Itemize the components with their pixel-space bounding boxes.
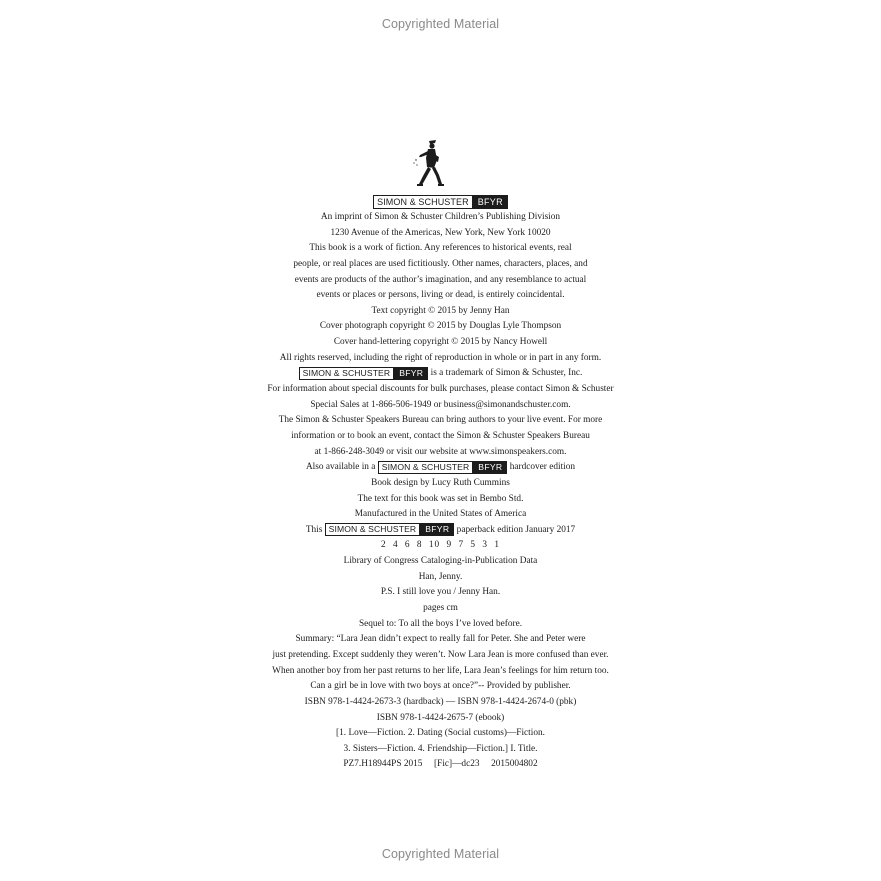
copyright-text-block xyxy=(0,210,881,773)
brand-simon-schuster: SIMON & SCHUSTER xyxy=(373,195,473,209)
cover-photo-copyright-line: Cover photograph copyright © 2015 by Douglas Lyle Thompson xyxy=(319,321,562,332)
rights-reserved-line: All rights reserved, including the right of reproduction in whole or in part in any form. xyxy=(279,352,602,363)
fiction-notice-line: events or places or persons, living or dead, is entirely coincidental. xyxy=(316,290,565,301)
address-line: 1230 Avenue of the Americas, New York, New York 10020 xyxy=(330,227,551,238)
cip-heading-line: Library of Congress Cataloging-in-Publication Data xyxy=(343,556,538,567)
cip-title-line: P.S. I still love you / Jenny Han. xyxy=(380,587,501,598)
manufactured-line: Manufactured in the United States of America xyxy=(354,509,527,520)
fiction-notice-line: people, or real places are used fictitiously. Other names, characters, places, and xyxy=(293,258,588,269)
classification-line: PZ7.H18944PS 2015 [Fic]—dc23 2015004802 xyxy=(343,759,538,770)
fiction-notice-line: events are products of the author’s imagination, and any resemblance to actual xyxy=(294,274,587,285)
cip-sequel-line: Sequel to: To all the boys I’ve loved before. xyxy=(358,618,523,629)
paperback-edition-line xyxy=(0,523,881,539)
hardcover-before-text: Also available in a xyxy=(305,462,376,473)
hand-lettering-copyright-line: Cover hand-lettering copyright © 2015 by Nancy Howell xyxy=(333,337,548,348)
printing-line: 2 4 6 8 10 9 7 5 3 1 xyxy=(380,540,501,551)
cip-subjects-line: [1. Love—Fiction. 2. Dating (Social customs)—Fiction. xyxy=(336,728,545,739)
paperback-before-text: This xyxy=(305,524,323,535)
trademark-line xyxy=(0,366,881,382)
cip-summary-line: When another boy from her past returns to her life, Lara Jean’s feelings for him return too. xyxy=(272,665,609,676)
cip-summary-line: just pretending. Except suddenly they weren’t. Now Lara Jean is more confused than ever. xyxy=(272,649,609,660)
brand-logo xyxy=(325,523,455,536)
watermark-bottom: Copyrighted Material xyxy=(381,847,500,861)
speakers-bureau-line: at 1-866-248-3049 or visit our website at www.simonspeakers.com. xyxy=(314,446,567,457)
speakers-bureau-line: The Simon & Schuster Speakers Bureau can bring authors to your live event. For more xyxy=(278,415,603,426)
sower-figure-icon xyxy=(409,138,449,190)
text-copyright-line: Text copyright © 2015 by Jenny Han xyxy=(371,305,510,316)
brand-logo xyxy=(373,195,508,209)
typeface-line: The text for this book was set in Bembo Std. xyxy=(357,493,524,504)
trademark-text: is a trademark of Simon & Schuster, Inc. xyxy=(430,368,583,379)
cip-author-line: Han, Jenny. xyxy=(418,571,463,582)
brand-logo xyxy=(378,461,508,474)
imprint-line: An imprint of Simon & Schuster Children’s Publishing Division xyxy=(320,212,561,222)
brand-bfyr: BFYR xyxy=(420,523,454,536)
special-sales-line: For information about special discounts for bulk purchases, please contact Simon & Schuster xyxy=(267,384,614,395)
hardcover-edition-line xyxy=(0,460,881,476)
brand-simon-schuster: SIMON & SCHUSTER xyxy=(378,461,474,474)
imprint-logo xyxy=(0,193,881,211)
hardcover-after-text: hardcover edition xyxy=(509,462,576,473)
cip-pages-line: pages cm xyxy=(423,603,458,614)
brand-bfyr: BFYR xyxy=(473,195,508,209)
brand-logo xyxy=(299,367,429,380)
watermark-top: Copyrighted Material xyxy=(381,17,500,31)
speakers-bureau-line: information or to book an event, contact the Simon & Schuster Speakers Bureau xyxy=(291,430,590,441)
fiction-notice-line: This book is a work of fiction. Any references to historical events, real xyxy=(309,243,572,254)
brand-simon-schuster: SIMON & SCHUSTER xyxy=(325,523,421,536)
cip-subjects-line: 3. Sisters—Fiction. 4. Friendship—Fiction.] I. Title. xyxy=(343,743,538,754)
special-sales-line: Special Sales at 1-866-506-1949 or business@simonandschuster.com. xyxy=(310,399,571,410)
isbn-ebook-line: ISBN 978-1-4424-2675-7 (ebook) xyxy=(376,712,505,723)
book-design-line: Book design by Lucy Ruth Cummins xyxy=(371,477,510,488)
brand-bfyr: BFYR xyxy=(394,367,428,380)
paperback-after-text: paperback edition January 2017 xyxy=(456,524,576,535)
brand-simon-schuster: SIMON & SCHUSTER xyxy=(299,367,395,380)
brand-bfyr: BFYR xyxy=(473,461,507,474)
isbn-line: ISBN 978-1-4424-2673-3 (hardback) — ISBN 978-1-4424-2674-0 (pbk) xyxy=(304,696,577,707)
cip-summary-line: Can a girl be in love with two boys at once?”-- Provided by publisher. xyxy=(310,681,571,692)
cip-summary-line: Summary: “Lara Jean didn’t expect to really fall for Peter. She and Peter were xyxy=(295,634,586,645)
